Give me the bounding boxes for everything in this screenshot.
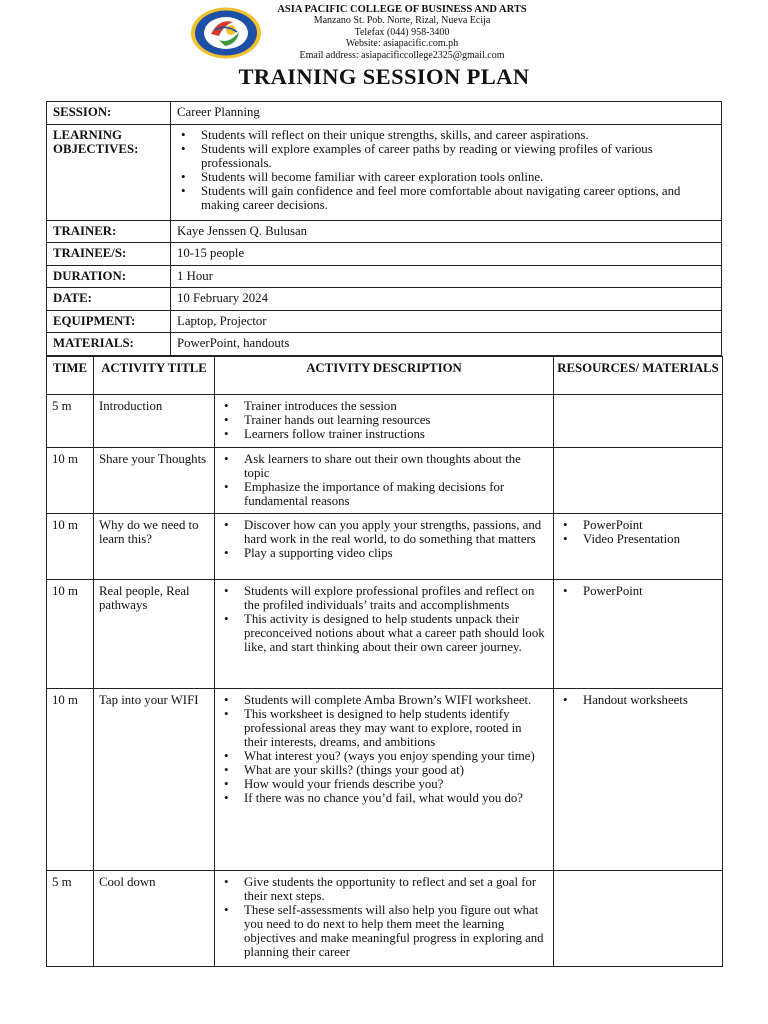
description-item: • What are your skills? (things your good at) [241,763,548,777]
session-row [47,102,722,125]
objective-item: • Students will explore examples of career paths by reading or viewing profiles of various professionals. [198,142,715,170]
objectives-row [47,125,722,221]
row-resources [554,689,723,871]
resource-item: • Video Presentation [580,532,717,546]
table-row [47,448,723,514]
resource-item: • PowerPoint [580,518,717,532]
college-email: Email address: asiapacificcollege2325@gmail.com [299,49,505,61]
date-row [47,288,722,311]
row-time: 10 m [47,514,94,580]
header-activity-description: ACTIVITY DESCRIPTION [215,357,554,395]
row-title: Share your Thoughts [94,448,215,514]
date-value: 10 February 2024 [171,288,722,311]
duration-row [47,266,722,288]
row-description [215,871,554,967]
session-info-table [46,101,722,356]
row-resources [554,395,723,448]
college-name: ASIA PACIFIC COLLEGE OF BUSINESS AND ARTS [277,4,527,15]
letterhead [262,4,542,61]
objectives-label: LEARNING OBJECTIVES: [47,125,171,221]
row-resources [554,448,723,514]
description-item: • Discover how can you apply your strengths, passions, and hard work in the real world, to do something that matters [241,518,548,546]
resource-item: • Handout worksheets [580,693,717,707]
row-description [215,580,554,689]
description-item: • This activity is designed to help students unpack their preconceived notions about what a career path should look like, and start thinking about their own career journey. [241,612,548,654]
row-time: 5 m [47,871,94,967]
row-title: Introduction [94,395,215,448]
objectives-list [177,128,715,212]
session-value: Career Planning [171,102,722,125]
college-website: Website: asiapacific.com.ph [345,38,459,50]
trainees-label: TRAINEE/S: [47,243,171,266]
date-label: DATE: [47,288,171,311]
description-item: • This worksheet is designed to help students identify professional areas they may want to explore, rooted in their interests, dreams, and ambitions [241,707,548,749]
row-title: Cool down [94,871,215,967]
equipment-row [47,311,722,333]
description-item: • Trainer hands out learning resources [241,413,548,427]
row-time: 10 m [47,448,94,514]
equipment-label: EQUIPMENT: [47,311,171,333]
row-time: 5 m [47,395,94,448]
description-item: • Play a supporting video clips [241,546,548,560]
header-resources: RESOURCES/ MATERIALS [554,357,723,395]
description-item: • How would your friends describe you? [241,777,548,791]
description-item: • Ask learners to share out their own thoughts about the topic [241,452,548,480]
row-description [215,514,554,580]
materials-value: PowerPoint, handouts [171,333,722,356]
table-row [47,689,723,871]
page-title: TRAINING SESSION PLAN [238,64,530,89]
table-row [47,580,723,689]
header-activity-title: ACTIVITY TITLE [94,357,215,395]
college-seal-logo [189,6,263,60]
objective-item: • Students will become familiar with career exploration tools online. [198,170,715,184]
description-item: • Trainer introduces the session [241,399,548,413]
description-item: • Students will explore professional profiles and reflect on the profiled individuals’ traits and accomplishments [241,584,548,612]
table-row [47,871,723,967]
college-address: Manzano St. Pob. Norte, Rizal, Nueva Ecija [313,15,491,27]
table-row [47,395,723,448]
description-item: • Emphasize the importance of making decisions for fundamental reasons [241,480,548,508]
college-telefax: Telefax (044) 958-3400 [354,26,450,38]
activity-table-header [47,357,723,395]
objective-item: • Students will reflect on their unique strengths, skills, and career aspirations. [198,128,715,142]
row-resources [554,580,723,689]
trainees-row [47,243,722,266]
trainer-value: Kaye Jenssen Q. Bulusan [171,221,722,243]
description-item: • These self-assessments will also help you figure out what you need to do next to help them meet the learning objectives and make meaningful progress in exploring and planning their career [241,903,548,959]
description-item: • Students will complete Amba Brown’s WIFI worksheet. [241,693,548,707]
session-label: SESSION: [47,102,171,125]
description-item: • Give students the opportunity to reflect and set a goal for their next steps. [241,875,548,903]
row-title: Why do we need to learn this? [94,514,215,580]
duration-value: 1 Hour [171,266,722,288]
header-time: TIME [47,357,94,395]
table-row [47,514,723,580]
row-time: 10 m [47,689,94,871]
row-resources [554,514,723,580]
trainees-value: 10-15 people [171,243,722,266]
duration-label: DURATION: [47,266,171,288]
resource-item: • PowerPoint [580,584,717,598]
objective-item: • Students will gain confidence and feel more comfortable about navigating career options, and making career decisions. [198,184,715,212]
row-description [215,689,554,871]
activity-table [46,356,723,967]
row-resources [554,871,723,967]
materials-label: MATERIALS: [47,333,171,356]
description-item: • What interest you? (ways you enjoy spending your time) [241,749,548,763]
row-title: Real people, Real pathways [94,580,215,689]
row-title: Tap into your WIFI [94,689,215,871]
trainer-label: TRAINER: [47,221,171,243]
row-time: 10 m [47,580,94,689]
row-description [215,448,554,514]
row-description [215,395,554,448]
equipment-value: Laptop, Projector [171,311,722,333]
objectives-cell [171,125,722,221]
materials-row [47,333,722,356]
description-item: • Learners follow trainer instructions [241,427,548,441]
trainer-row [47,221,722,243]
description-item: • If there was no chance you’d fail, what would you do? [241,791,548,805]
